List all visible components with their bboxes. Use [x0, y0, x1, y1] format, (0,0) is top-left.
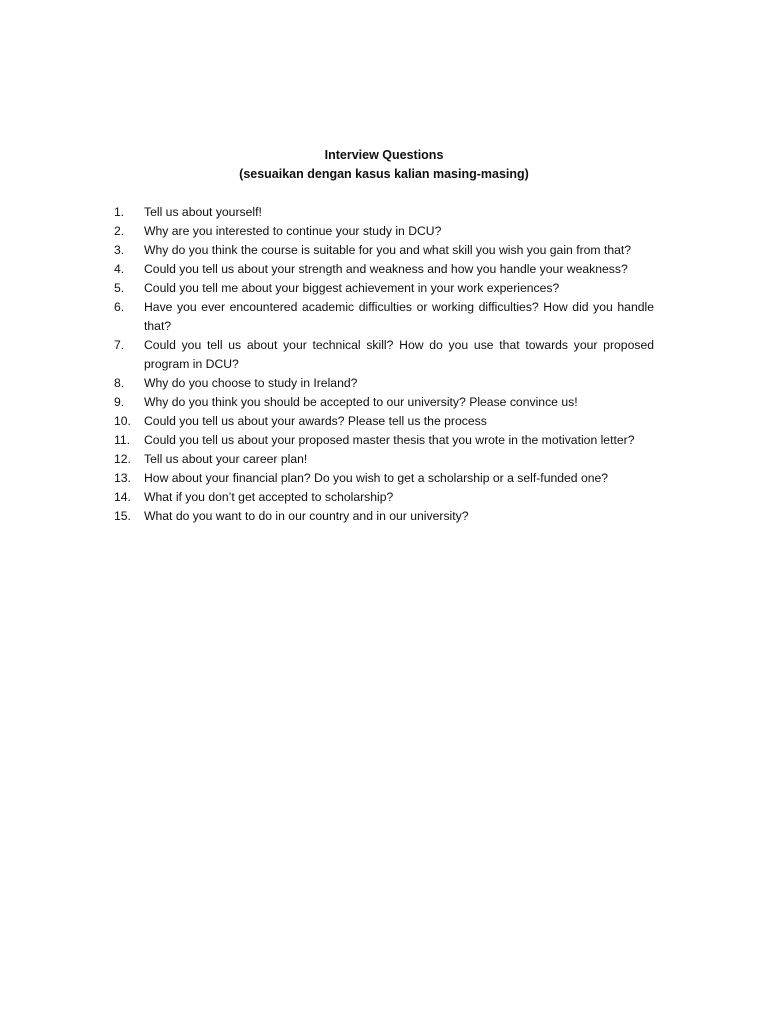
- question-item: [114, 222, 654, 241]
- question-item: [114, 260, 654, 279]
- question-text: Could you tell us about your proposed master thesis that you wrote in the motivation letter?: [144, 433, 635, 447]
- question-item: [114, 298, 654, 336]
- question-text: Tell us about your career plan!: [144, 452, 308, 466]
- question-number: 4.: [114, 262, 125, 276]
- question-item: [114, 412, 654, 431]
- question-number: 14.: [114, 490, 131, 504]
- question-text: What if you don’t get accepted to scholarship?: [144, 490, 394, 504]
- question-item: [114, 469, 654, 488]
- question-text: Could you tell us about your strength and weakness and how you handle your weakness?: [144, 262, 628, 276]
- question-text: Why do you think the course is suitable for you and what skill you wish you gain from that?: [144, 243, 632, 257]
- document-header: [0, 146, 768, 184]
- question-number: 2.: [114, 224, 125, 238]
- question-text: How about your financial plan? Do you wish to get a scholarship or a self-funded one?: [144, 471, 609, 485]
- question-number: 3.: [114, 243, 125, 257]
- question-item: [114, 279, 654, 298]
- document-subtitle: (sesuaikan dengan kasus kalian masing-masing): [239, 167, 529, 181]
- question-item: [114, 203, 654, 222]
- question-number: 15.: [114, 509, 131, 523]
- question-item: [114, 336, 654, 374]
- question-text: Could you tell us about your awards? Please tell us the process: [144, 414, 487, 428]
- question-item: [114, 450, 654, 469]
- question-text: Have you ever encountered academic difficulties or working difficulties? How did you handle that?: [144, 300, 654, 333]
- question-number: 13.: [114, 471, 131, 485]
- question-number: 9.: [114, 395, 125, 409]
- question-item: [114, 374, 654, 393]
- question-number: 11.: [114, 433, 131, 447]
- question-number: 6.: [114, 300, 125, 314]
- question-text: Why are you interested to continue your study in DCU?: [144, 224, 442, 238]
- question-list: [114, 203, 654, 526]
- question-text: What do you want to do in our country and in our university?: [144, 509, 469, 523]
- question-text: Could you tell me about your biggest achievement in your work experiences?: [144, 281, 560, 295]
- question-item: [114, 488, 654, 507]
- question-number: 7.: [114, 338, 125, 352]
- question-text: Could you tell us about your technical skill? How do you use that towards your proposed program in DCU?: [144, 338, 654, 371]
- question-number: 12.: [114, 452, 131, 466]
- question-number: 8.: [114, 376, 125, 390]
- question-text: Why do you think you should be accepted to our university? Please convince us!: [144, 395, 578, 409]
- question-number: 5.: [114, 281, 125, 295]
- question-number: 1.: [114, 205, 125, 219]
- question-text: Tell us about yourself!: [144, 205, 262, 219]
- document-title: Interview Questions: [324, 148, 444, 162]
- question-number: 10.: [114, 414, 131, 428]
- question-item: [114, 393, 654, 412]
- question-text: Why do you choose to study in Ireland?: [144, 376, 358, 390]
- question-item: [114, 431, 654, 450]
- question-item: [114, 241, 654, 260]
- question-item: [114, 507, 654, 526]
